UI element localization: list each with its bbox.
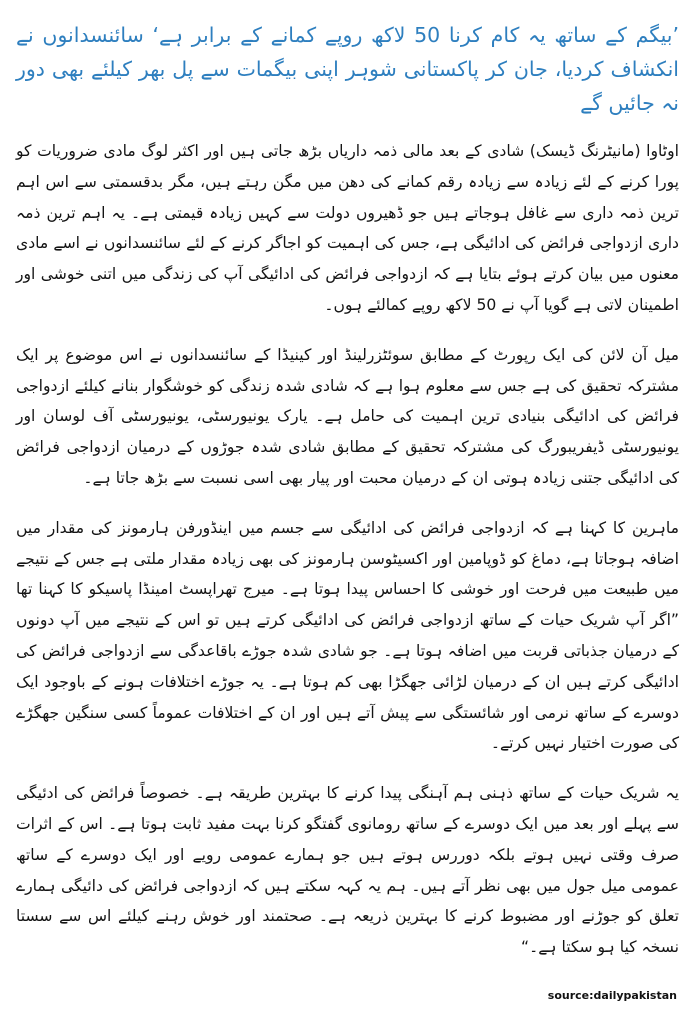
article-headline: ’بیگم کے ساتھ یہ کام کرنا 50 لاکھ روپے کمانے کے برابر ہے‘ سائنسدانوں نے انکشاف کردیا، جان کر پاکستانی شوہر اپنی بیگمات سے پل بھر کیلئے بھی دور نہ جائیں گے	[16, 23, 679, 115]
source-credit: source:dailypakistan	[547, 989, 677, 1002]
article-paragraph-4: یہ شریک حیات کے ساتھ ذہنی ہم آہنگی پیدا کرنے کا بہترین طریقہ ہے۔ خصوصاً فرائض کی ادئیگی سے پہلے اور بعد میں ایک دوسرے کے ساتھ رومانوی گفتگو کرنا بہت مفید ثابت ہوتا ہے۔ اس کے اثرات صرف وقتی نہیں ہوتے بلکہ دوررس ہوتے ہیں جو ہمارے عمومی رویے اور ایک دوسرے کے ساتھ عمومی میل جول میں بھی نظر آتے ہیں۔ ہم یہ کہہ سکتے ہیں کہ ازدواجی فرائض کی دائیگی ہمارے تعلق کو جوڑنے اور مضبوط کرنے کا بہترین ذریعہ ہے۔ صحتمند اور خوش رہنے کیلئے اس سے سستا نسخہ کیا ہو سکتا ہے۔“	[16, 784, 679, 957]
article-paragraph-1: اوٹاوا (مانیٹرنگ ڈیسک) شادی کے بعد مالی ذمہ داریاں بڑھ جاتی ہیں اور اکثر لوگ مادی ضروریات کو پورا کرنے کے لئے زیادہ سے زیادہ رقم کمانے کی دھن میں مگن رہتے ہیں، مگر بدقسمتی سے اس اہم ترین ذمہ داری سے غافل ہوجاتے ہیں جو ڈھیروں دولت سے کہیں زیادہ قیمتی ہے۔ یہ اہم ترین ذمہ داری ازدواجی فرائض کی ادائیگی ہے، جس کی اہمیت کو اجاگر کرنے کے لئے سائنسدانوں نے اسے مادی معنوں میں بیان کرتے ہوئے بتایا ہے کہ ازدواجی فرائض کی ادائیگی آپ کی زندگی میں اتنی خوشی اور اطمینان لاتی ہے گویا آپ نے 50 لاکھ روپے کمالئے ہوں۔	[16, 142, 679, 314]
article-paragraph-3: ماہرین کا کہنا ہے کہ ازدواجی فرائض کی ادائیگی سے جسم میں اینڈورفن ہارمونز کی مقدار میں اضافہ ہوجاتا ہے، دماغ کو ڈوپامین اور اکسیٹوسن ہارمونز کی بھی زیادہ مقدار ملتی ہے جس کے نتیجے میں طبیعت میں فرحت اور خوشی کا احساس پیدا ہوتا ہے۔ میرج تھراپسٹ امینڈا پاسیکو کا کہنا تھا ”اگر آپ شریک حیات کے ساتھ ازدواجی فرائض کی ادائیگی کرتے ہیں تو اس کے نتیجے میں آپ دونوں کے درمیان جذباتی قربت میں اضافہ ہوتا ہے۔ جو شادی شدہ جوڑے باقاعدگی سے ازدواجی فرائض کی ادائیگی کرتے ہیں ان کے درمیان لڑائی جھگڑا بھی کم ہوتا ہے۔ یہ جوڑے اختلافات ہونے کے باوجود ایک دوسرے کے ساتھ نرمی اور شائستگی سے پیش آتے ہیں اور ان کے اختلافات عموماً کسی سنگین جھگڑے کی صورت اختیار نہیں کرتے۔	[16, 518, 679, 753]
article-paragraph-2: میل آن لائن کی ایک رپورٹ کے مطابق سوئٹزرلینڈ اور کینیڈا کے سائنسدانوں نے اس موضوع پر ایک مشترکہ تحقیق کی ہے جس سے معلوم ہوا ہے کہ شادی شدہ زندگی کو خوشگوار بنانے کیلئے ازدواجی فرائض کی ادائیگی بنیادی ترین اہمیت کی حامل ہے۔ یارک یونیورسٹی، یونیورسٹی آف لوسان اور یونیورسٹی ڈیفریبورگ کی مشترکہ تحقیق کے مطابق شادی شدہ جوڑوں کے درمیان ازدواجی فرائض کی ادائیگی جتنی زیادہ ہوتی ان کے درمیان محبت اور پیار بھی اسی نسبت سے بڑھ جاتا ہے۔	[16, 345, 679, 487]
